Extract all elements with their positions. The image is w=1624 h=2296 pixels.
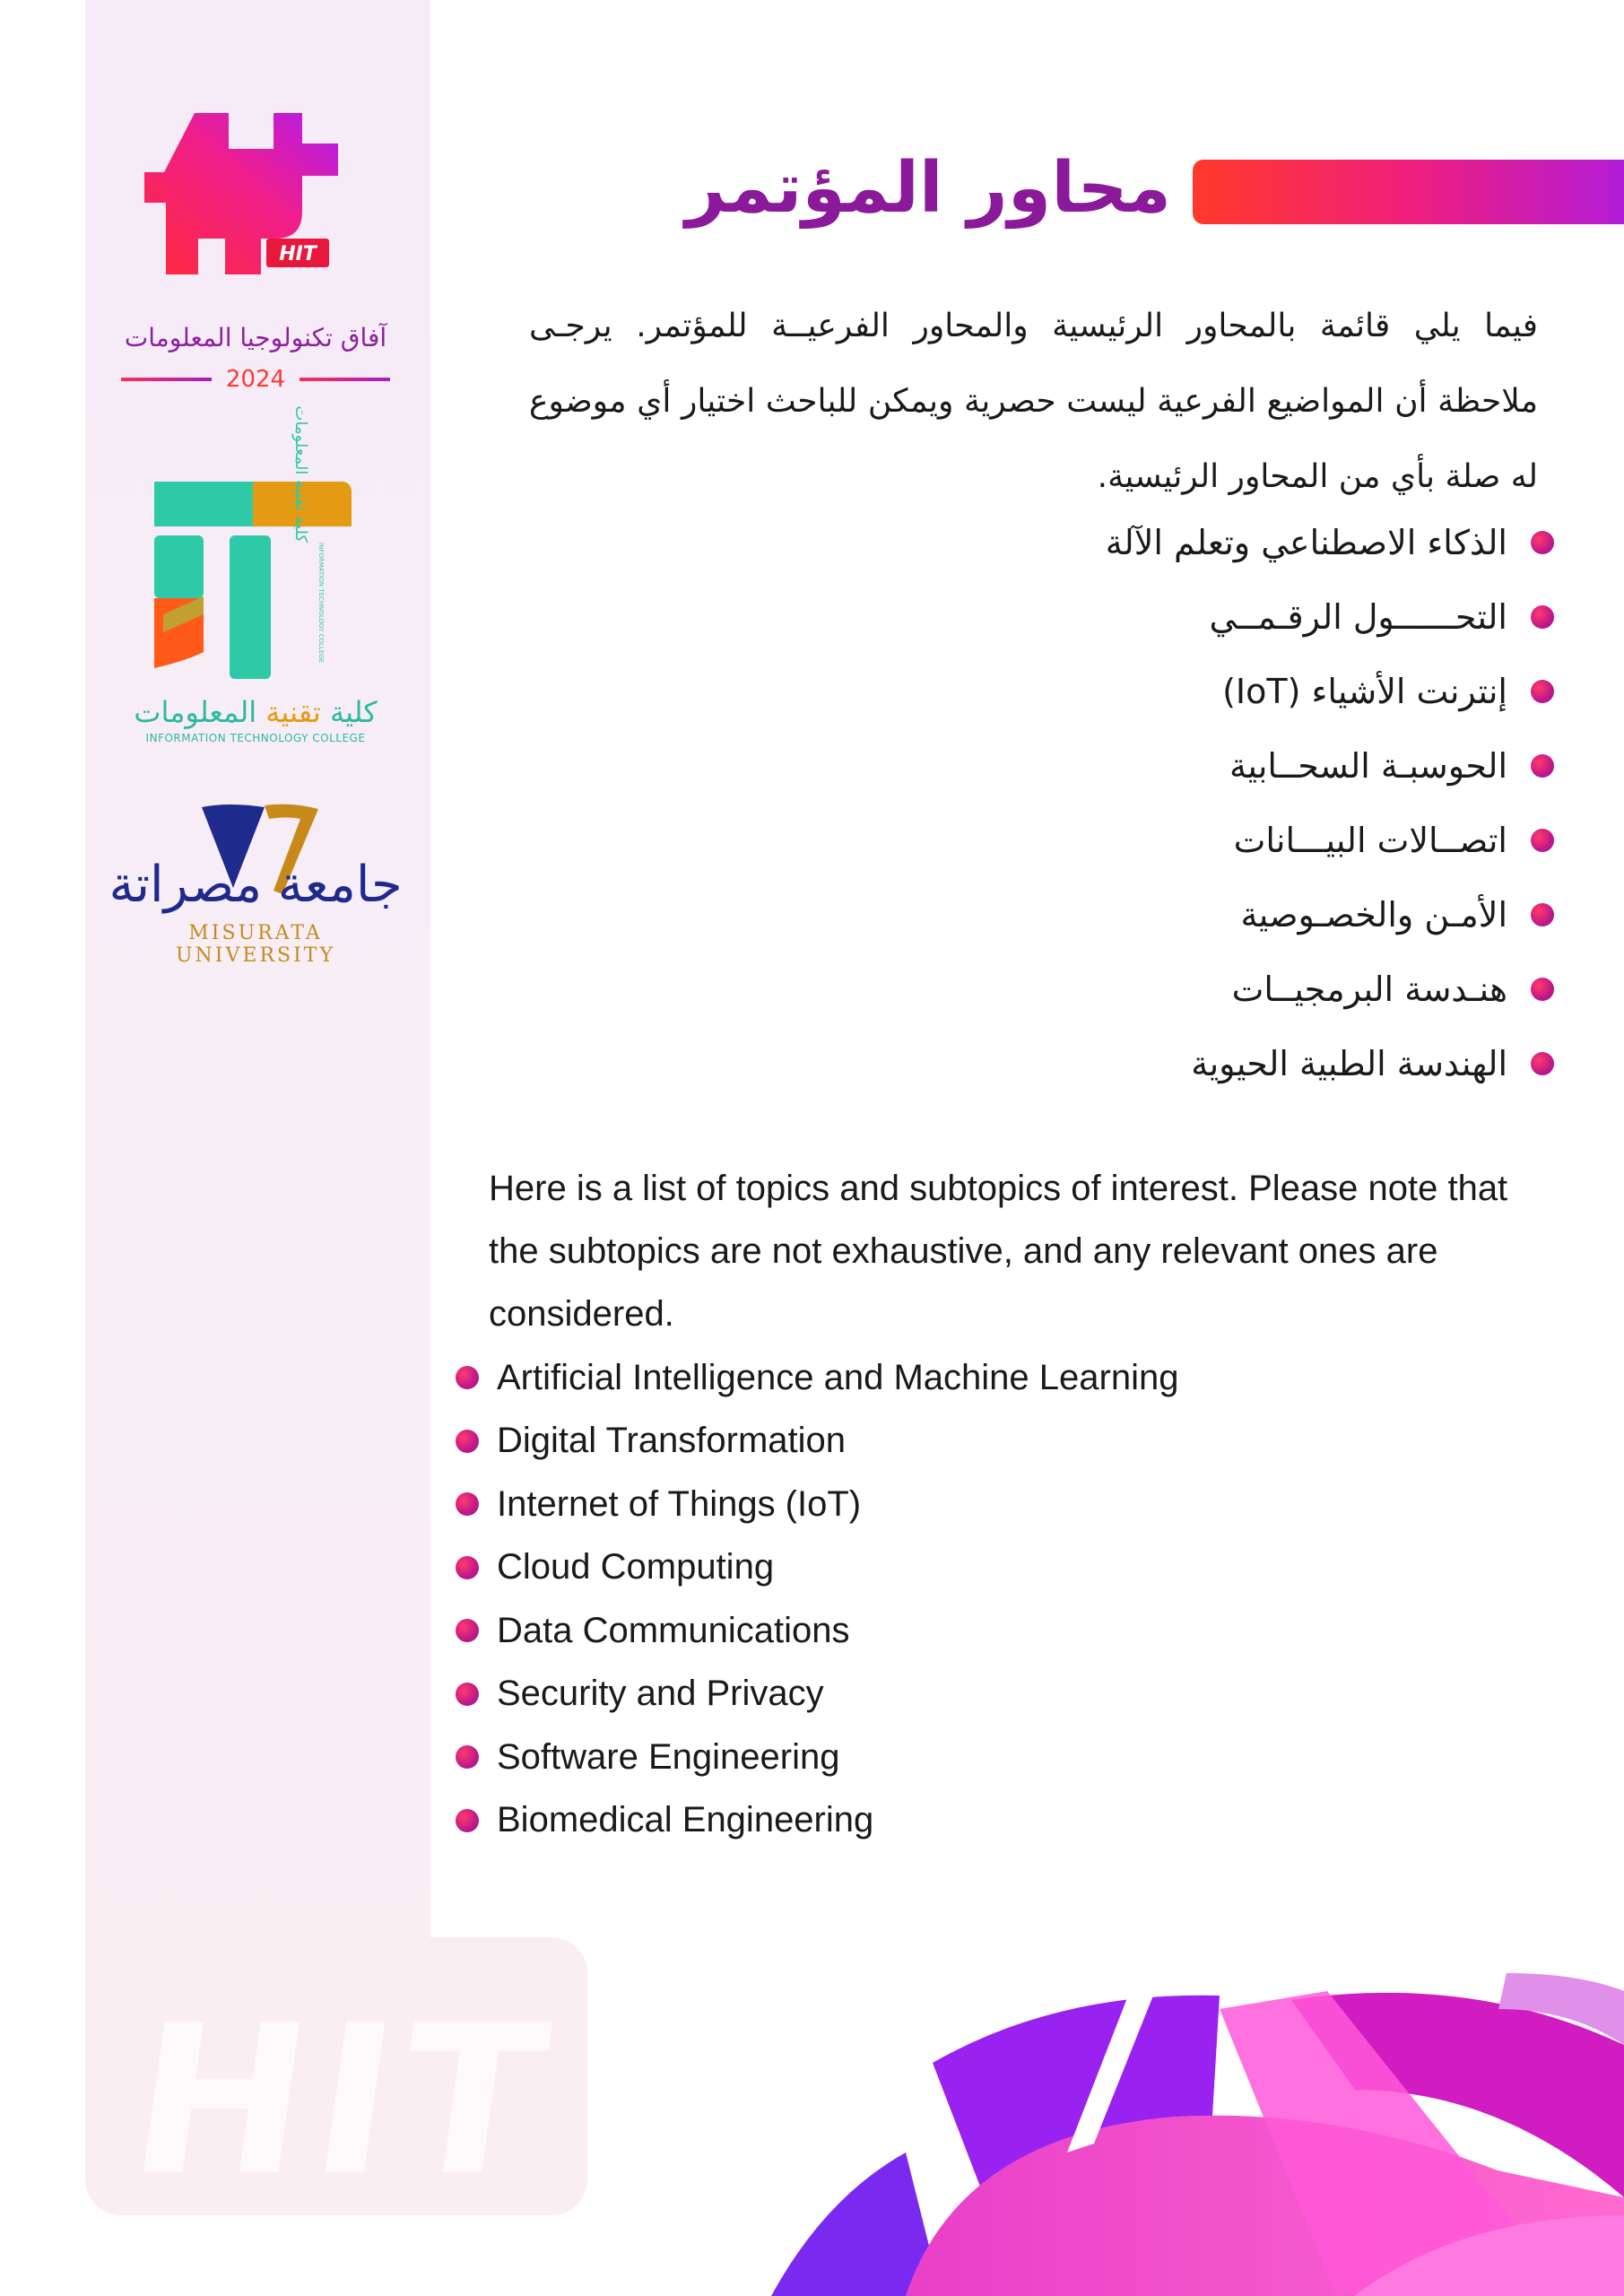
english-topic bbox=[456, 1789, 1178, 1853]
year-divider-left bbox=[121, 378, 212, 381]
college-logo-vertical-ar: كلية تقنية المعلومات bbox=[291, 405, 310, 543]
english-topic bbox=[456, 1473, 1178, 1536]
english-topic bbox=[456, 1410, 1178, 1474]
bullet-icon bbox=[1531, 680, 1554, 703]
arabic-topic-label: هنـدسة البرمجيــات bbox=[1231, 969, 1507, 1009]
page-title: محاور المؤتمر bbox=[685, 148, 1171, 229]
college-name-ar bbox=[117, 695, 395, 729]
bullet-icon bbox=[456, 1683, 479, 1706]
english-topic bbox=[456, 1663, 1178, 1726]
english-topic bbox=[456, 1346, 1178, 1410]
bullet-icon bbox=[1531, 754, 1554, 778]
bullet-icon bbox=[456, 1619, 479, 1642]
bullet-icon bbox=[456, 1745, 479, 1769]
english-topic bbox=[456, 1726, 1178, 1789]
bullet-icon bbox=[456, 1809, 479, 1832]
arabic-topic bbox=[837, 1026, 1554, 1100]
university-name-en: MISURATA UNIVERSITY bbox=[176, 922, 335, 967]
bullet-icon bbox=[456, 1556, 479, 1579]
arabic-topic-label: التحــــــول الرقـمــي bbox=[1209, 596, 1507, 637]
hit-logo-label: HIT bbox=[279, 243, 317, 265]
year-divider-right bbox=[300, 378, 390, 381]
english-intro: Here is a list of topics and subtopics of interest. Please note that the subtopics are not exhaustive, and any relevant ones are considered. bbox=[489, 1169, 1508, 1334]
arabic-topic-label: إنترنت الأشياء (IoT) bbox=[1222, 671, 1507, 711]
english-topic-label: Cloud Computing bbox=[497, 1547, 775, 1587]
english-topic-list bbox=[456, 1346, 1178, 1852]
university-logo bbox=[109, 798, 403, 933]
bullet-icon bbox=[1531, 531, 1554, 554]
year-label: 2024 bbox=[225, 366, 286, 393]
arabic-topic-label: الهندسة الطبية الحيوية bbox=[1191, 1043, 1507, 1083]
bullet-icon bbox=[456, 1430, 479, 1453]
arabic-topic bbox=[837, 803, 1554, 877]
arabic-topic bbox=[837, 952, 1554, 1026]
bullet-icon bbox=[1531, 1052, 1554, 1075]
arabic-topic-label: الذكاء الاصطناعي وتعلم الآلة bbox=[1105, 522, 1507, 562]
college-name-en: INFORMATION TECHNOLOGY COLLEGE bbox=[145, 732, 366, 744]
decorative-shapes bbox=[771, 1955, 1624, 2296]
bullet-icon bbox=[456, 1492, 479, 1516]
university-name-ar: جامعة مصراتة bbox=[109, 856, 403, 914]
bullet-icon bbox=[1531, 978, 1554, 1001]
bullet-icon bbox=[1531, 829, 1554, 852]
title-accent-bar bbox=[1193, 160, 1624, 224]
college-name-ar-word3: المعلومات bbox=[134, 695, 257, 729]
english-topic-label: Biomedical Engineering bbox=[497, 1800, 874, 1840]
english-topic bbox=[456, 1536, 1178, 1600]
english-topic-label: Digital Transformation bbox=[497, 1421, 847, 1461]
hit-watermark: HIT bbox=[117, 1982, 569, 2222]
tagline: آفاق تكنولوجيا المعلومات bbox=[124, 323, 387, 352]
english-topic-label: Security and Privacy bbox=[497, 1674, 824, 1714]
arabic-topic-list bbox=[837, 505, 1554, 1100]
arabic-topic bbox=[837, 877, 1554, 952]
bullet-icon bbox=[1531, 605, 1554, 629]
arabic-intro: فيما يلي قائمة بالمحاور الرئيسية والمحاور الفرعيــة للمؤتمر. يرجـى ملاحظة أن المواضيع الفرعية ليست حصرية ويمكن للباحث اختيار أي موضوع له صلة بأي من المحاور الرئيسية. bbox=[529, 308, 1538, 495]
college-logo-vertical-en: INFORMATION TECHNOLOGY COLLEGE bbox=[317, 543, 325, 664]
arabic-topic bbox=[837, 728, 1554, 803]
arabic-topic bbox=[837, 505, 1554, 579]
english-topic-label: Data Communications bbox=[497, 1610, 850, 1650]
english-topic bbox=[456, 1599, 1178, 1663]
college-name-ar-word1: كلية bbox=[329, 695, 378, 729]
college-name-ar-word2: تقنية bbox=[265, 695, 321, 729]
english-topic-label: Artificial Intelligence and Machine Learning bbox=[497, 1357, 1179, 1397]
arabic-topic-label: الحوسبـة السحــابية bbox=[1229, 745, 1507, 786]
arabic-topic bbox=[837, 579, 1554, 654]
hit-logo bbox=[175, 108, 354, 278]
arabic-topic-label: الأمـن والخصـوصية bbox=[1240, 894, 1507, 935]
college-logo bbox=[152, 405, 359, 686]
arabic-topic bbox=[837, 654, 1554, 728]
english-topic-label: Internet of Things (IoT) bbox=[497, 1483, 862, 1524]
sidebar-notch bbox=[430, 1874, 520, 1937]
bullet-icon bbox=[1531, 903, 1554, 926]
arabic-topic-label: اتصــالات البيـــانات bbox=[1233, 820, 1507, 860]
english-topic-label: Software Engineering bbox=[497, 1736, 840, 1777]
bullet-icon bbox=[456, 1366, 479, 1389]
year-row bbox=[121, 363, 390, 396]
